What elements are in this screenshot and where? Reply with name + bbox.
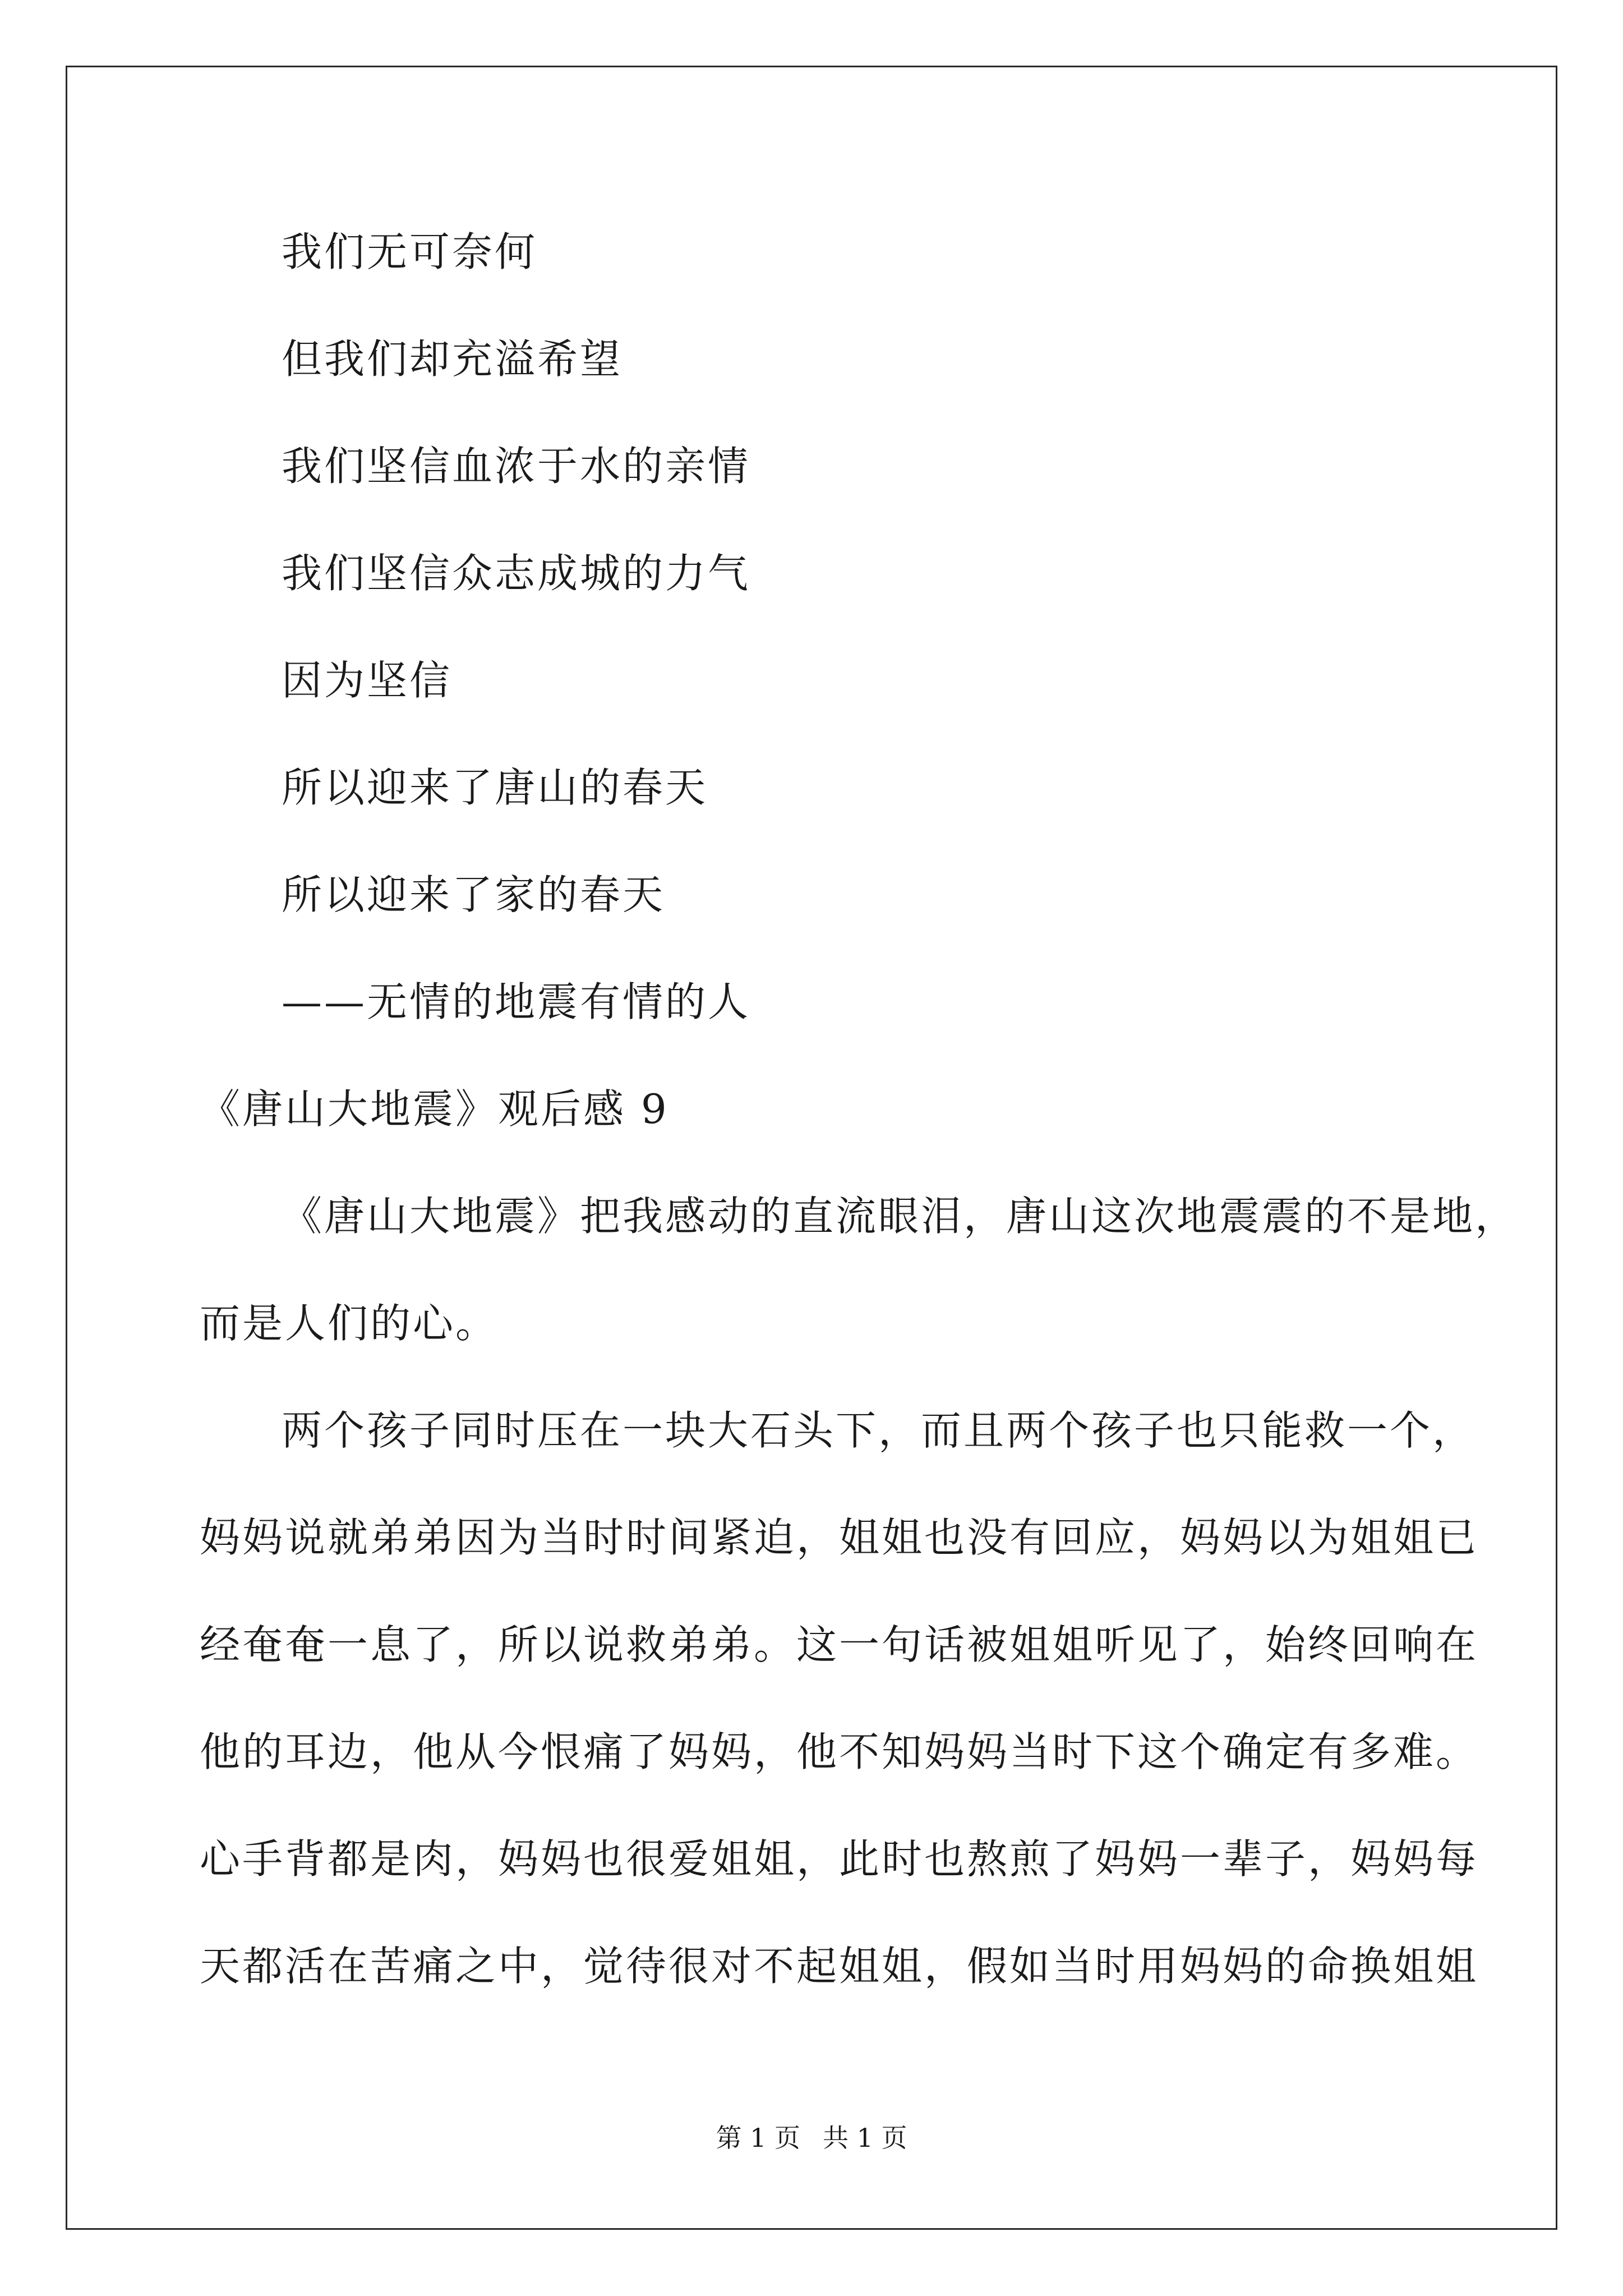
- page-total: 共 1 页: [823, 2123, 907, 2153]
- paragraph-line: 他的耳边，他从今恨痛了妈妈，他不知妈妈当时下这个确定有多难。: [200, 1728, 1479, 1775]
- paragraph-line: 妈妈说就弟弟因为当时时间紧迫，姐姐也没有回应，妈妈以为姐姐已: [200, 1514, 1479, 1561]
- paragraph-line: 心手背都是肉，妈妈也很爱姐姐，此时也熬煎了妈妈一辈子，妈妈每: [200, 1835, 1479, 1883]
- poem-line: 因为坚信: [282, 657, 453, 704]
- paragraph-line: 天都活在苦痛之中，觉待很对不起姐姐，假如当时用妈妈的命换姐姐: [200, 1943, 1479, 1990]
- paragraph-line: 两个孩子同时压在一块大石头下，而且两个孩子也只能救一个，: [282, 1407, 1476, 1454]
- paragraph-line: 而是人们的心。: [200, 1300, 499, 1347]
- page-border: [66, 66, 1557, 2230]
- poem-line: ——无情的地震有情的人: [282, 978, 751, 1025]
- section-title: 《唐山大地震》观后感 9: [200, 1085, 669, 1133]
- poem-line: 我们坚信血浓于水的亲情: [282, 443, 751, 490]
- poem-line: 所以迎来了家的春天: [282, 871, 666, 918]
- poem-line: 我们无可奈何: [282, 228, 538, 275]
- poem-line: 但我们却充溢希望: [282, 335, 623, 383]
- page-footer: [0, 2125, 1623, 2151]
- paragraph-line: 经奄奄一息了，所以说救弟弟。这一句话被姐姐听见了，始终回响在: [200, 1621, 1479, 1668]
- poem-line: 所以迎来了唐山的春天: [282, 764, 708, 811]
- page-number: 第 1 页: [716, 2123, 800, 2153]
- paragraph-line: 《唐山大地震》把我感动的直流眼泪，唐山这次地震震的不是地，: [282, 1193, 1518, 1240]
- poem-line: 我们坚信众志成城的力气: [282, 550, 751, 597]
